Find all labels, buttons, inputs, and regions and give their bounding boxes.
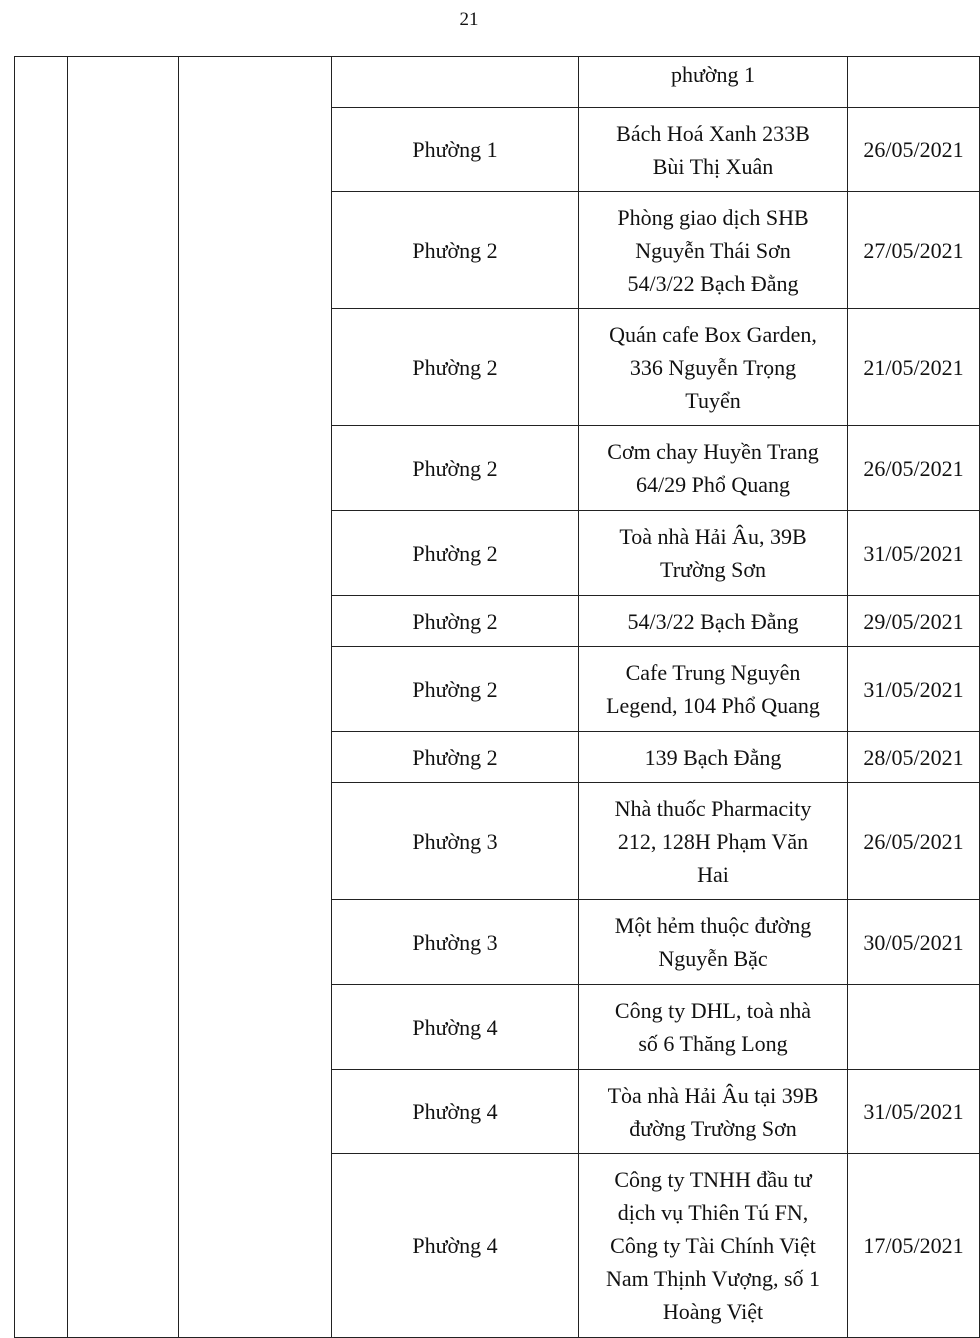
location-text: phường 1 xyxy=(670,62,756,87)
location-text: Phòng giao dịch SHB Nguyễn Thái Sơn 54/3/22 Bạch Đằng xyxy=(617,204,809,296)
ward-cell xyxy=(332,192,579,309)
ward-text: Phường 2 xyxy=(412,744,498,770)
location-cell xyxy=(579,647,848,732)
location-cell xyxy=(579,511,848,596)
ward-text: Phường 2 xyxy=(412,676,498,702)
location-text: Bách Hoá Xanh 233B Bùi Thị Xuân xyxy=(616,120,810,179)
date-text: 26/05/2021 xyxy=(863,137,964,162)
date-cell xyxy=(848,1154,980,1338)
date-text: 30/05/2021 xyxy=(863,929,964,955)
date-cell xyxy=(848,309,980,426)
location-text: Quán cafe Box Garden, 336 Nguyễn Trọng Tuyển xyxy=(609,321,817,413)
date-cell xyxy=(848,108,980,192)
ward-cell xyxy=(332,732,579,783)
date-text: 31/05/2021 xyxy=(863,1099,964,1124)
location-cell xyxy=(579,57,848,108)
date-cell xyxy=(848,732,980,783)
date-text: 26/05/2021 xyxy=(863,455,964,481)
ward-text: Phường 2 xyxy=(412,455,498,481)
date-cell xyxy=(848,1070,980,1154)
date-cell xyxy=(848,900,980,985)
ward-text: Phường 2 xyxy=(412,540,498,566)
location-text: Toà nhà Hải Âu, 39B Trường Sơn xyxy=(619,524,807,582)
table-row xyxy=(15,57,980,108)
location-cell xyxy=(579,108,848,192)
date-text: 28/05/2021 xyxy=(863,744,964,770)
date-cell xyxy=(848,985,980,1070)
date-cell xyxy=(848,57,980,108)
ward-cell xyxy=(332,1070,579,1154)
ward-text: Phường 2 xyxy=(412,608,498,634)
location-cell xyxy=(579,985,848,1070)
ward-cell xyxy=(332,985,579,1070)
date-cell xyxy=(848,426,980,511)
ward-cell xyxy=(332,647,579,732)
ward-text: Phường 1 xyxy=(412,137,498,162)
date-cell xyxy=(848,511,980,596)
location-cell xyxy=(579,732,848,783)
date-text: 27/05/2021 xyxy=(863,237,964,263)
location-cell xyxy=(579,783,848,900)
location-text: Một hẻm thuộc đường Nguyễn Bặc xyxy=(614,913,812,971)
location-text: Cafe Trung Nguyên Legend, 104 Phổ Quang xyxy=(606,660,820,718)
date-cell xyxy=(848,783,980,900)
location-text: Tòa nhà Hải Âu tại 39B đường Trường Sơn xyxy=(607,1082,819,1141)
blank-column-1 xyxy=(15,57,68,1338)
date-cell xyxy=(848,647,980,732)
ward-text: Phường 3 xyxy=(412,929,498,955)
ward-text: Phường 2 xyxy=(412,237,498,263)
location-text: Công ty DHL, toà nhà số 6 Thăng Long xyxy=(614,998,812,1056)
page-number: 21 xyxy=(459,9,479,30)
ward-text: Phường 3 xyxy=(412,828,498,854)
ward-cell xyxy=(332,900,579,985)
ward-cell xyxy=(332,596,579,647)
location-cell xyxy=(579,426,848,511)
date-cell xyxy=(848,192,980,309)
date-text: 31/05/2021 xyxy=(863,540,964,566)
ward-text: Phường 2 xyxy=(412,354,498,380)
date-text: 26/05/2021 xyxy=(863,828,964,854)
location-text: Công ty TNHH đầu tư dịch vụ Thiên Tú FN, Công ty Tài Chính Việt Nam Thịnh Vượng, số 1 Hoàng Việt xyxy=(605,1167,821,1324)
date-text: 31/05/2021 xyxy=(863,676,964,702)
location-cell xyxy=(579,1154,848,1338)
ward-cell xyxy=(332,783,579,900)
date-cell xyxy=(848,596,980,647)
blank-column-3 xyxy=(179,57,332,1338)
ward-cell xyxy=(332,511,579,596)
location-cell xyxy=(579,1070,848,1154)
location-text: 139 Bạch Đằng xyxy=(644,744,782,770)
ward-cell xyxy=(332,1154,579,1338)
date-text: 21/05/2021 xyxy=(863,354,964,380)
date-text: 17/05/2021 xyxy=(863,1233,964,1258)
ward-text: Phường 4 xyxy=(412,1233,498,1258)
ward-cell xyxy=(332,108,579,192)
ward-text: Phường 4 xyxy=(412,1014,498,1040)
location-cell xyxy=(579,596,848,647)
date-text: 29/05/2021 xyxy=(863,608,964,634)
location-cell xyxy=(579,900,848,985)
ward-cell xyxy=(332,57,579,108)
location-cell xyxy=(579,309,848,426)
location-cell xyxy=(579,192,848,309)
location-text: 54/3/22 Bạch Đằng xyxy=(627,608,799,634)
data-table xyxy=(14,56,980,1338)
location-text: Nhà thuốc Pharmacity 212, 128H Phạm Văn Hai xyxy=(614,795,812,887)
blank-column-2 xyxy=(68,57,179,1338)
ward-cell xyxy=(332,426,579,511)
ward-text: Phường 4 xyxy=(412,1099,498,1124)
location-text: Cơm chay Huyền Trang 64/29 Phổ Quang xyxy=(607,439,819,497)
ward-cell xyxy=(332,309,579,426)
